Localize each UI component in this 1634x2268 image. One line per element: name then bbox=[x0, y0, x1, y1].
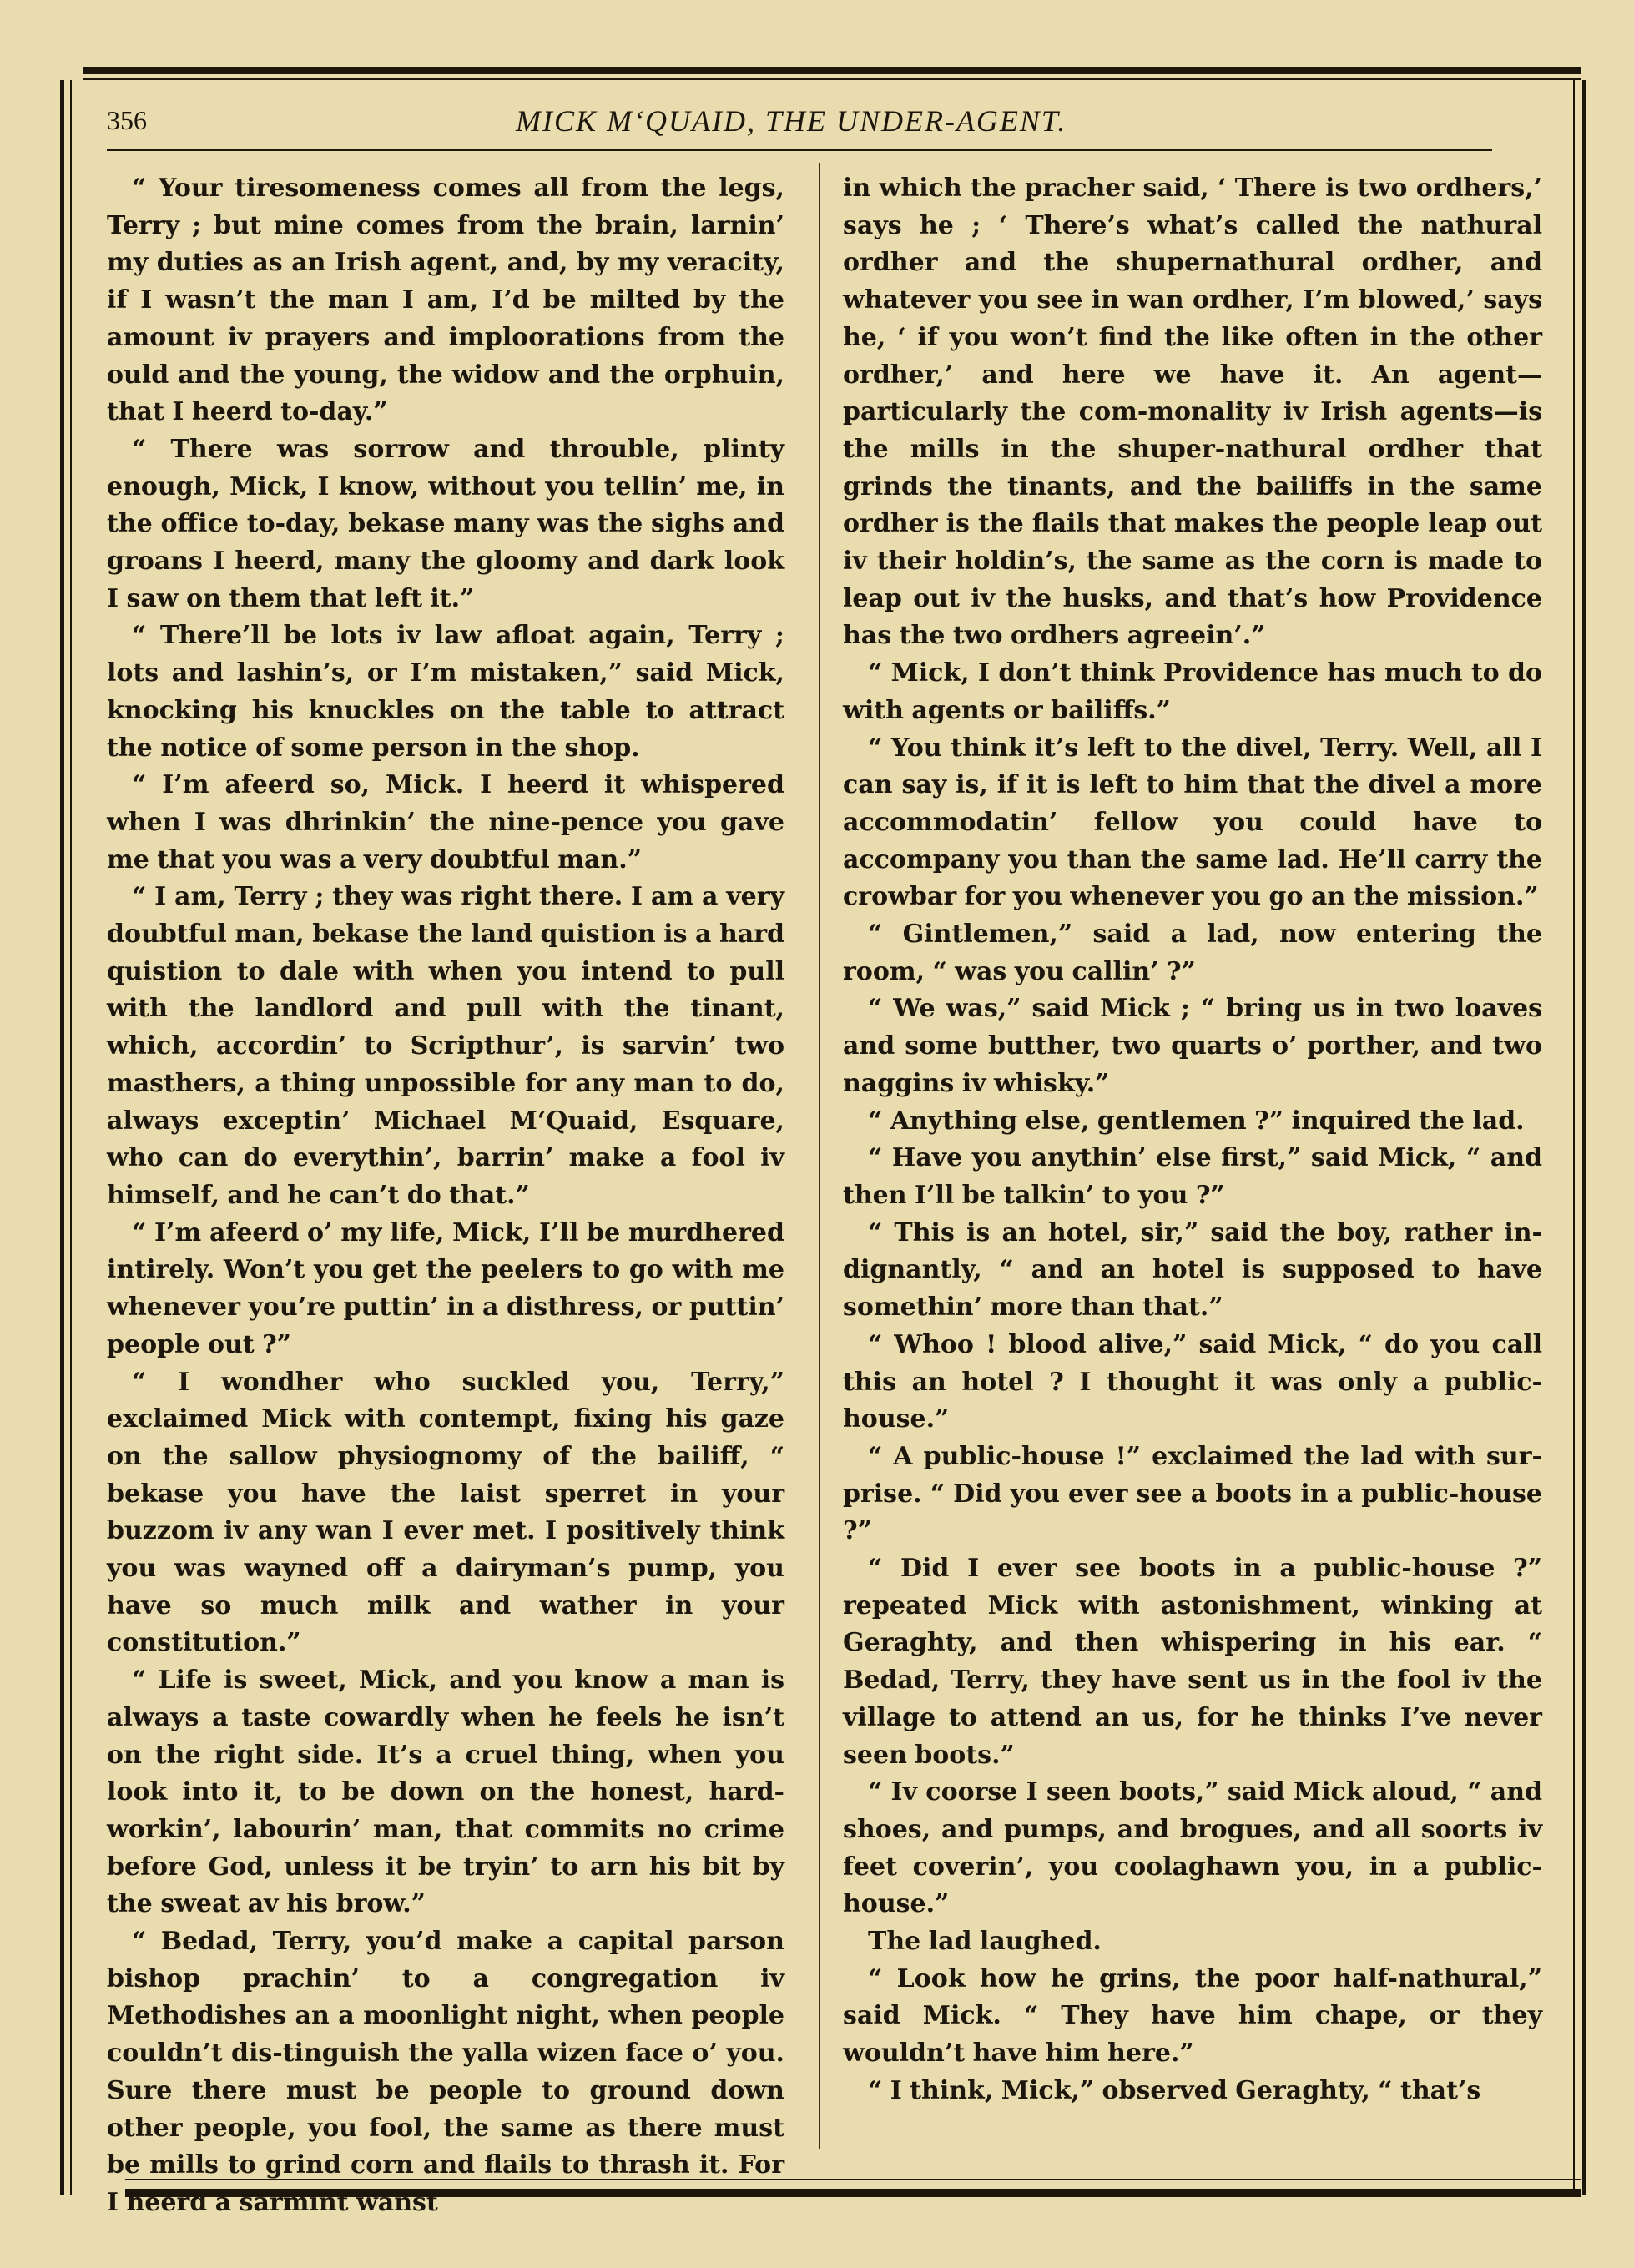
paragraph: “ Have you anythin’ else first,” said Mick, “ and then I’ll be talkin’ to you ?” bbox=[843, 1143, 1542, 1210]
running-title: MICK M‘QUAID, THE UNDER-AGENT. bbox=[516, 104, 1067, 138]
column-divider bbox=[819, 163, 820, 2149]
paragraph: “ Mick, I don’t think Providence has much to do with agents or bailiffs.” bbox=[843, 658, 1542, 725]
paragraph: “ This is an hotel, sir,” said the boy, rather in-dignantly, “ and an hotel is supposed to have somethin’ more than that.” bbox=[843, 1217, 1542, 1323]
paragraph: “ I think, Mick,” observed Geraghty, “ that’s bbox=[868, 2075, 1481, 2105]
paragraph: “ Anything else, gentlemen ?” inquired the lad. bbox=[868, 1106, 1525, 1136]
left-column bbox=[107, 170, 784, 2217]
paragraph: “ I am, Terry ; they was right there. I am a very doubtful man, bekase the land quistion is a hard quistion to dale with when you intend to pull with the landlord and pull with the tinant, which, accordin’ to Scripthur’, is sarvin’ two masthers, a thing unpossible for any man to do, always exceptin’ Michael M‘Quaid, Esquare, who can do everythin’, barrin’ make a fool iv himself, and he can’t do that.” bbox=[107, 882, 784, 1210]
paragraph: “ I’m afeerd so, Mick. I heerd it whispered when I was dhrinkin’ the nine-pence you gave me that you was a very doubtful man.” bbox=[107, 770, 784, 874]
paragraph: “ You think it’s left to the divel, Terry. Well, all I can say is, if it is left to him that the divel a more accommodatin’ fellow you could have to accompany you than the same lad. He’ll carry the crowbar for you whenever you go an the mission.” bbox=[843, 733, 1542, 912]
paragraph: “ Did I ever see boots in a public-house ?” repeated Mick with astonishment, winking at Geraghty, and then whispering in his ear. “ Bedad, Terry, they have sent us in the fool iv the village to attend an us, for he thinks I’ve never seen boots.” bbox=[843, 1554, 1542, 1770]
paragraph: “ Bedad, Terry, you’d make a capital parson bishop prachin’ to a congregation iv Methodishes an a moonlight night, when people couldn’t dis-tinguish the yalla wizen face o’ you. Sure there must be people to ground down other people, you fool, the same as there must be mills to grind corn and flails to thrash it. For I heerd a sarmint wanst bbox=[107, 1927, 784, 2217]
paragraph: “ Whoo ! blood alive,” said Mick, “ do you call this an hotel ? I thought it was only a public-house.” bbox=[843, 1329, 1542, 1434]
paragraph: “ Your tiresomeness comes all from the legs, Terry ; but mine comes from the brain, larnin’ my duties as an Irish agent, and, by my veracity, if I wasn’t the man I am, I’d be milted by the amount iv prayers and imploorations from the ould and the young, the widow and the orphuin, that I heerd to-day.” bbox=[107, 174, 784, 427]
paragraph: “ Iv coorse I seen boots,” said Mick aloud, “ and shoes, and pumps, and brogues, and all soorts iv feet coverin’, you coolaghawn you, in a public-house.” bbox=[843, 1777, 1542, 1919]
top-border-thin bbox=[83, 78, 1581, 80]
header-rule bbox=[107, 149, 1492, 151]
paragraph: “ Gintlemen,” said a lad, now entering the room, “ was you callin’ ?” bbox=[843, 920, 1542, 986]
right-border-inner bbox=[1573, 80, 1575, 2195]
paragraph: “ Life is sweet, Mick, and you know a man is always a taste cowardly when he feels he isn’t on the right side. It’s a cruel thing, when you look into it, to be down on the honest, hard-workin’, labourin’ man, that commits no crime before God, unless it be tryin’ to arn his bit by the sweat av his brow.” bbox=[107, 1666, 784, 1919]
right-border-outer bbox=[1582, 80, 1586, 2195]
paragraph: in which the pracher said, ‘ There is two ordhers,’ says he ; ‘ There’s what’s called the nathural ordher and the shupernathural ordher, and whatever you see in wan ordher, I’m blowed,’ says he, ‘ if you won’t find the like often in the other ordher,’ and here we have it. An agent—particularly the com-monality iv Irish agents—is the mills in the shuper-nathural ordher that grinds the tinants, and the bailiffs in the same ordher is the flails that makes the people leap out iv their holdin’s, the same as the corn is made to leap out iv the husks, and that’s how Providence has the two ordhers agreein’.” bbox=[843, 174, 1542, 651]
paragraph: “ I wondher who suckled you, Terry,” exclaimed Mick with contempt, fixing his gaze on the sallow physiognomy of the bailiff, “ bekase you have the laist sperret in your buzzom iv any wan I ever met. I positively think you was wayned off a dairyman’s pump, you have so much milk and wather in your constitution.” bbox=[107, 1367, 784, 1658]
paragraph: “ There’ll be lots iv law afloat again, Terry ; lots and lashin’s, or I’m mistaken,” said Mick, knocking his knuckles on the table to attract the notice of some person in the shop. bbox=[107, 621, 784, 763]
paragraph: “ There was sorrow and throuble, plinty enough, Mick, I know, without you tellin’ me, in the office to-day, bekase many was the sighs and groans I heerd, many the gloomy and dark look I saw on them that left it.” bbox=[107, 434, 784, 613]
paragraph: “ Look how he grins, the poor half-nathural,” said Mick. “ They have him chape, or they wouldn’t have him here.” bbox=[843, 1963, 1542, 2069]
right-column bbox=[843, 170, 1542, 2139]
paragraph: “ A public-house !” exclaimed the lad with sur-prise. “ Did you ever see a boots in a public-house ?” bbox=[843, 1441, 1542, 1546]
left-border-inner bbox=[70, 80, 72, 2195]
paragraph: The lad laughed. bbox=[868, 1927, 1102, 1957]
page-number: 356 bbox=[107, 105, 147, 135]
paragraph: “ I’m afeerd o’ my life, Mick, I’ll be murdhered intirely. Won’t you get the peelers to go with me whenever you’re puttin’ in a disthress, or puttin’ people out ?” bbox=[107, 1217, 784, 1359]
left-border-outer bbox=[60, 80, 64, 2195]
page-header bbox=[107, 102, 1492, 149]
paragraph: “ We was,” said Mick ; “ bring us in two loaves and some butther, two quarts o’ porther, and two naggins iv whisky.” bbox=[843, 994, 1542, 1098]
top-border-thick bbox=[83, 67, 1581, 74]
